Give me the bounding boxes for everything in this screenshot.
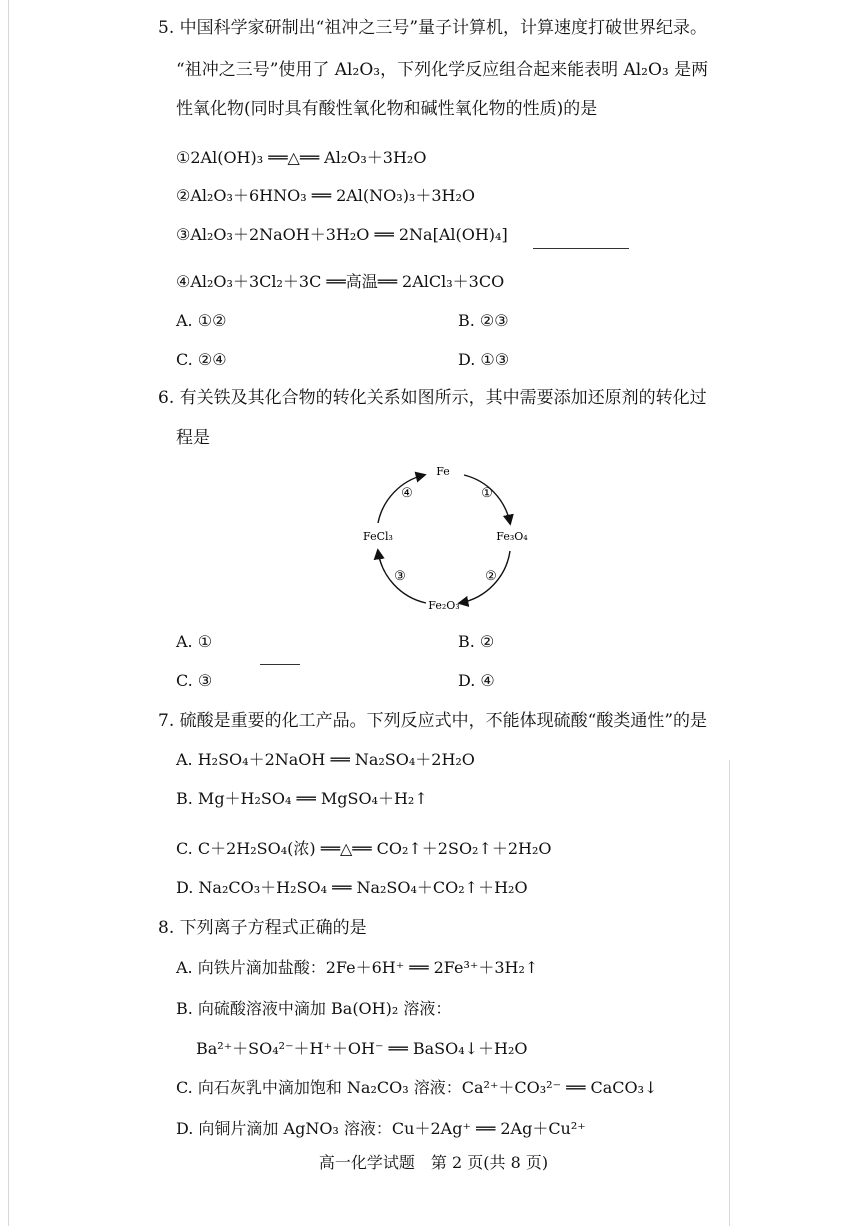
q5-reaction-4: ④Al₂O₃＋3Cl₂＋3C ══高温══ 2AlCl₃＋3CO [176,272,505,291]
step-label-4: ④ [401,486,413,501]
node-fecl3: FeCl₃ [363,530,393,543]
q5-option-d: D. ①③ [458,350,510,369]
q6-stem-line1: 6. 有关铁及其化合物的转化关系如图所示，其中需要添加还原剂的转化过 [158,388,707,408]
q6-stem-line2: 程是 [176,428,210,448]
page-footer: 高一化学试题 第 2 页(共 8 页) [318,1153,549,1172]
step-label-3: ③ [394,569,406,584]
step-label-1: ① [481,486,493,501]
q8-option-b: B. 向硫酸溶液中滴加 Ba(OH)₂ 溶液： [176,999,452,1018]
q7-option-c: C. C＋2H₂SO₄(浓) ══△══ CO₂↑＋2SO₂↑＋2H₂O [176,839,552,858]
q7-stem: 7. 硫酸是重要的化工产品。下列反应式中，不能体现硫酸“酸类通性”的是 [158,711,708,731]
iron-conversion-diagram [340,455,540,620]
q6-option-a: A. ① [176,632,213,651]
q8-option-b-equation: Ba²⁺＋SO₄²⁻＋H⁺＋OH⁻ ══ BaSO₄↓＋H₂O [196,1039,528,1058]
q5-reaction-2: ②Al₂O₃＋6HNO₃ ══ 2Al(NO₃)₃＋3H₂O [176,186,476,205]
q6-option-b: B. ② [458,632,495,651]
q8-stem: 8. 下列离子方程式正确的是 [158,918,367,938]
q5-reaction-1: ①2Al(OH)₃ ══△══ Al₂O₃＋3H₂O [176,148,427,167]
q6-option-d: D. ④ [458,671,495,690]
node-fe2o3: Fe₂O₃ [428,599,460,612]
q8-option-a: A. 向铁片滴加盐酸：2Fe＋6H⁺ ══ 2Fe³⁺＋3H₂↑ [176,958,539,977]
q5-option-b: B. ②③ [458,311,509,330]
scan-mark-line [260,664,300,665]
node-fe3o4: Fe₃O₄ [496,530,528,543]
q5-stem-line2: “祖冲之三号”使用了 Al₂O₃，下列化学反应组合起来能表明 Al₂O₃ 是两 [176,60,709,80]
q6-option-c: C. ③ [176,671,213,690]
step-label-2: ② [485,569,497,584]
q5-option-c: C. ②④ [176,350,227,369]
q7-option-d: D. Na₂CO₃＋H₂SO₄ ══ Na₂SO₄＋CO₂↑＋H₂O [176,878,528,897]
q5-stem-line1: 5. 中国科学家研制出“祖冲之三号”量子计算机，计算速度打破世界纪录。 [158,18,708,38]
scan-mark-line [533,248,629,249]
q7-option-b: B. Mg＋H₂SO₄ ══ MgSO₄＋H₂↑ [176,789,428,808]
q5-reaction-3: ③Al₂O₃＋2NaOH＋3H₂O ══ 2Na[Al(OH)₄] [176,225,508,244]
page-edge-left [8,0,9,1226]
q8-option-d: D. 向铜片滴加 AgNO₃ 溶液：Cu＋2Ag⁺ ══ 2Ag＋Cu²⁺ [176,1119,586,1138]
q7-option-a: A. H₂SO₄＋2NaOH ══ Na₂SO₄＋2H₂O [176,750,475,769]
q5-option-a: A. ①② [176,311,227,330]
q5-stem-line3: 性氧化物(同时具有酸性氧化物和碱性氧化物的性质)的是 [176,99,598,119]
q8-option-c: C. 向石灰乳中滴加饱和 Na₂CO₃ 溶液：Ca²⁺＋CO₃²⁻ ══ CaCO₃↓ [176,1078,658,1097]
node-fe: Fe [436,465,450,478]
